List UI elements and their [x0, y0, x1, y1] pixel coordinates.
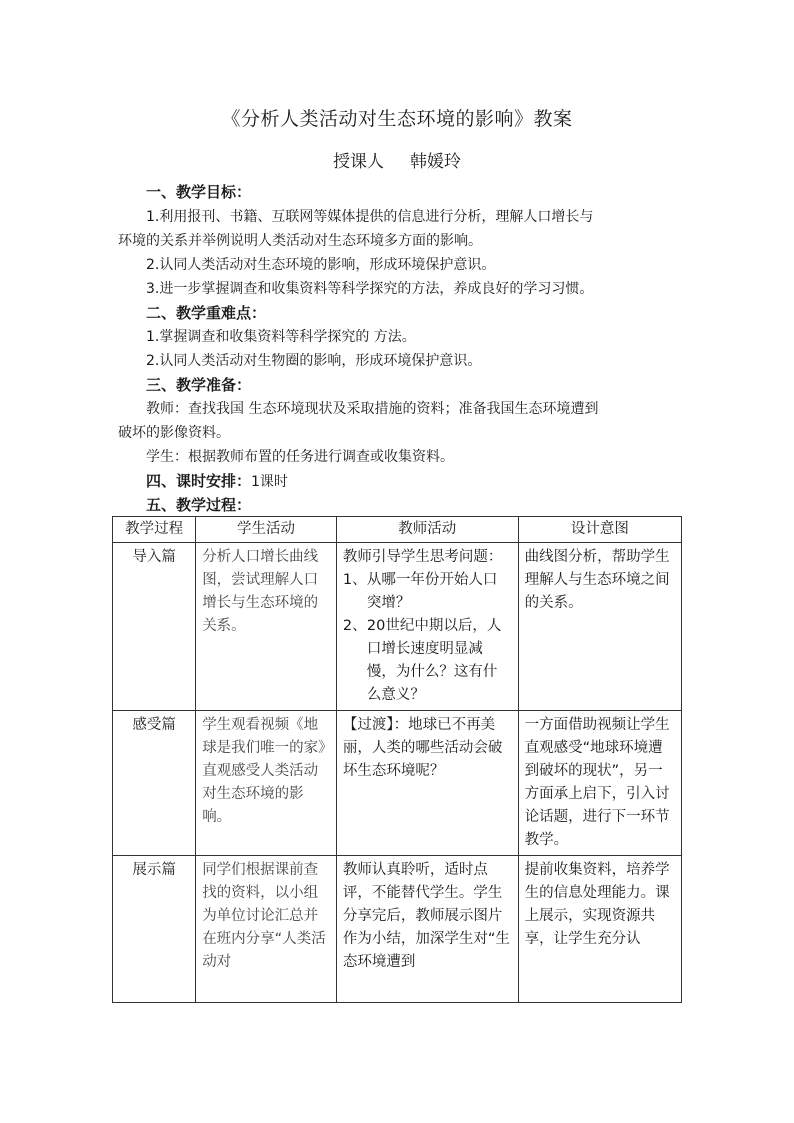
stage-cell: 导入篇 — [113, 543, 196, 711]
question-1-text: 从哪一年份开始人口突增？ — [366, 572, 498, 611]
question-2 — [343, 615, 512, 707]
teaching-process-table — [112, 516, 682, 1003]
prep-student: 学生：根据教师布置的任务进行调查或收集资料。 — [146, 449, 454, 465]
heading-key-points: 二、教学重难点： — [146, 304, 267, 322]
stage-cell: 感受篇 — [113, 711, 196, 856]
stage-text: 展示篇 — [132, 862, 176, 878]
transition-text: ：地球已不再美丽，人类的哪些活动会破坏生态环境呢？ — [342, 717, 503, 779]
design-intent-cell — [518, 856, 681, 1003]
heading-schedule: 四、课时安排： — [146, 472, 252, 490]
objective-1a: 1.利用报刊、书籍、互联网等媒体提供的信息进行分析，理解人口增长与 — [146, 209, 594, 225]
prep-teacher-a: 教师：查找我国 生态环境现状及采取措施的资料；准备我国生态环境遭到 — [146, 401, 599, 417]
key-point-1: 1.掌握调查和收集资料等科学探究的 方法。 — [146, 329, 416, 345]
teacher-activity-text: 教师认真聆听，适时点评，不能替代学生。学生分享完后，教师展示图片作为小结，加深学生对“生态环境遭到 — [342, 862, 510, 970]
heading-process: 五、教学过程： — [146, 496, 252, 514]
stage-cell — [113, 856, 196, 1003]
table-row — [113, 711, 682, 856]
objective-1b: 环境的关系并举例说明人类活动对生态环境多方面的影响。 — [118, 233, 482, 249]
author-line — [0, 147, 794, 172]
table-row — [113, 856, 682, 1003]
author-name: 韩媛玲 — [410, 152, 461, 172]
student-activity-cell: 学生观看视频《地球是我们唯一的家》直观感受人类活动对生态环境的影响。 — [196, 711, 337, 856]
student-activity-text: 同学们根据课前查找的资料，以小组为单位讨论汇总并在班内分享“人类活动对 — [202, 862, 326, 970]
question-1 — [343, 569, 512, 615]
schedule-value: 1课时 — [251, 474, 288, 490]
header-teacher-activity: 教师活动 — [336, 517, 518, 543]
teacher-activity-cell — [336, 711, 518, 856]
student-activity-cell — [196, 856, 337, 1003]
document-title: 《分析人类活动对生态环境的影响》教案 — [221, 108, 573, 130]
heading-objectives: 一、教学目标： — [146, 183, 252, 201]
question-2-number: 2、 — [342, 618, 367, 634]
question-1-number: 1、 — [342, 572, 367, 588]
header-student-activity: 学生活动 — [196, 517, 337, 543]
schedule-line — [118, 469, 706, 494]
header-stage: 教学过程 — [113, 517, 196, 543]
objective-2: 2.认同人类活动对生态环境的影响，形成环境保护意识。 — [146, 257, 496, 273]
key-point-2: 2.认同人类活动对生物圈的影响，形成环境保护意识。 — [146, 353, 482, 369]
design-intent-cell: 曲线图分析，帮助学生理解人与生态环境之间的关系。 — [518, 543, 681, 711]
transition-tag: 【过渡】 — [342, 717, 394, 733]
author-label: 授课人 — [333, 152, 384, 172]
teacher-intro: 教师引导学生思考问题： — [342, 549, 503, 565]
question-2-text: 20世纪中期以后，人口增长速度明显减慢，为什么？这有什么意义？ — [366, 618, 502, 703]
design-intent-cell: 一方面借助视频让学生直观感受“地球环境遭到破坏的现状”，另一方面承上启下，引入讨论话题，进行下一环节教学。 — [518, 711, 681, 856]
table-row — [113, 543, 682, 711]
student-activity-cell: 分析人口增长曲线图，尝试理解人口增长与生态环境的关系。 — [196, 543, 337, 711]
teacher-activity-cell — [336, 543, 518, 711]
objective-3: 3.进一步掌握调查和收集资料等科学探究的方法，养成良好的学习习惯。 — [146, 281, 594, 297]
design-intent-text: 提前收集资料，培养学生的信息处理能力。课上展示，实现资源共享，让学生充分认 — [524, 862, 670, 947]
header-design-intent: 设计意图 — [518, 517, 681, 543]
table-header-row — [113, 517, 682, 543]
prep-teacher-b: 破坏的影像资料。 — [118, 425, 230, 441]
heading-preparation: 三、教学准备： — [146, 376, 252, 394]
teacher-activity-cell — [336, 856, 518, 1003]
